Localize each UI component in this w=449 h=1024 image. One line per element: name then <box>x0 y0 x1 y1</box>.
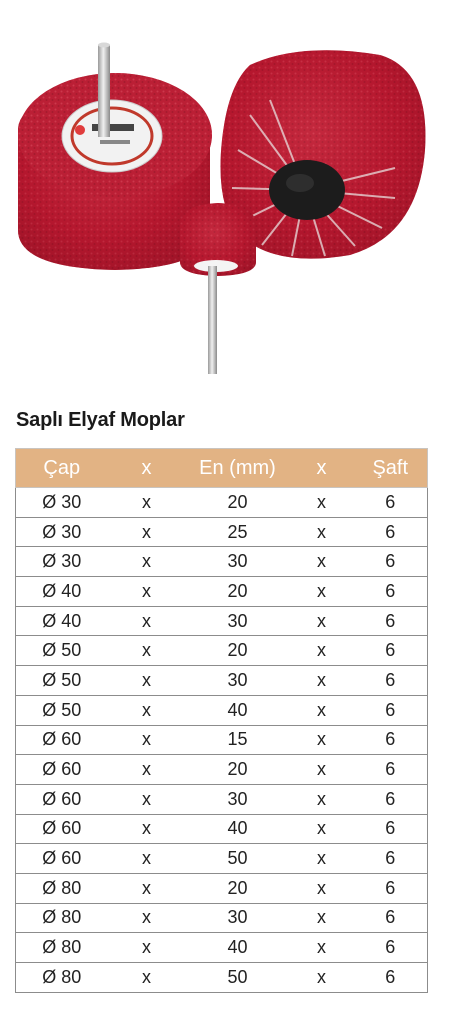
cell-shaft: 6 <box>354 517 428 547</box>
cell-x-2: x <box>290 873 354 903</box>
cell-x-1: x <box>108 963 186 993</box>
cell-width: 25 <box>186 517 290 547</box>
cell-width: 20 <box>186 488 290 518</box>
cell-x-2: x <box>290 666 354 696</box>
cell-shaft: 6 <box>354 933 428 963</box>
cell-diameter: Ø 60 <box>16 844 108 874</box>
cell-width: 20 <box>186 636 290 666</box>
table-row <box>16 517 428 547</box>
cell-width: 15 <box>186 725 290 755</box>
cell-x-1: x <box>108 725 186 755</box>
cell-width: 20 <box>186 755 290 785</box>
cell-width: 40 <box>186 695 290 725</box>
cell-shaft: 6 <box>354 695 428 725</box>
cell-shaft: 6 <box>354 873 428 903</box>
table-row <box>16 488 428 518</box>
small-mop <box>180 203 256 374</box>
cell-diameter: Ø 80 <box>16 873 108 903</box>
cell-diameter: Ø 80 <box>16 903 108 933</box>
cell-shaft: 6 <box>354 844 428 874</box>
header-diameter: Çap <box>16 449 108 488</box>
cell-width: 30 <box>186 784 290 814</box>
table-row <box>16 963 428 993</box>
cell-width: 40 <box>186 933 290 963</box>
cell-shaft: 6 <box>354 488 428 518</box>
cell-x-2: x <box>290 814 354 844</box>
cell-width: 20 <box>186 577 290 607</box>
table-row <box>16 666 428 696</box>
cell-shaft: 6 <box>354 963 428 993</box>
cell-x-1: x <box>108 517 186 547</box>
table-row <box>16 814 428 844</box>
cell-width: 30 <box>186 547 290 577</box>
table-row <box>16 784 428 814</box>
cell-x-2: x <box>290 606 354 636</box>
table-row <box>16 844 428 874</box>
cell-x-1: x <box>108 695 186 725</box>
cell-diameter: Ø 50 <box>16 636 108 666</box>
product-photo <box>0 0 449 390</box>
cell-x-1: x <box>108 814 186 844</box>
cell-x-2: x <box>290 695 354 725</box>
cell-x-1: x <box>108 903 186 933</box>
cell-x-1: x <box>108 488 186 518</box>
cell-width: 20 <box>186 873 290 903</box>
table-row <box>16 873 428 903</box>
cell-width: 40 <box>186 814 290 844</box>
cell-x-2: x <box>290 577 354 607</box>
cell-x-2: x <box>290 784 354 814</box>
cell-x-2: x <box>290 755 354 785</box>
cell-x-1: x <box>108 577 186 607</box>
table-row <box>16 903 428 933</box>
cell-diameter: Ø 60 <box>16 755 108 785</box>
spec-table <box>15 448 428 993</box>
section-title: Saplı Elyaf Moplar <box>16 409 185 431</box>
cell-diameter: Ø 80 <box>16 933 108 963</box>
cell-diameter: Ø 30 <box>16 547 108 577</box>
cell-shaft: 6 <box>354 784 428 814</box>
cell-shaft: 6 <box>354 666 428 696</box>
cell-width: 50 <box>186 963 290 993</box>
cell-x-2: x <box>290 636 354 666</box>
header-width: En (mm) <box>186 449 290 488</box>
header-shaft: Şaft <box>354 449 428 488</box>
cell-x-1: x <box>108 933 186 963</box>
table-row <box>16 547 428 577</box>
cell-x-1: x <box>108 666 186 696</box>
cell-x-2: x <box>290 963 354 993</box>
cell-diameter: Ø 40 <box>16 577 108 607</box>
flap-mop-illustration <box>0 0 449 390</box>
cell-diameter: Ø 60 <box>16 814 108 844</box>
cell-x-1: x <box>108 844 186 874</box>
cell-diameter: Ø 60 <box>16 725 108 755</box>
cell-x-2: x <box>290 844 354 874</box>
cell-shaft: 6 <box>354 814 428 844</box>
header-x-2: x <box>290 449 354 488</box>
table-row <box>16 636 428 666</box>
cell-x-2: x <box>290 488 354 518</box>
cell-x-2: x <box>290 517 354 547</box>
header-x-1: x <box>108 449 186 488</box>
cell-diameter: Ø 50 <box>16 695 108 725</box>
cell-x-1: x <box>108 784 186 814</box>
cell-shaft: 6 <box>354 755 428 785</box>
cell-diameter: Ø 50 <box>16 666 108 696</box>
cell-x-2: x <box>290 547 354 577</box>
table-header-row <box>16 449 428 488</box>
cell-diameter: Ø 40 <box>16 606 108 636</box>
cell-shaft: 6 <box>354 903 428 933</box>
cell-diameter: Ø 30 <box>16 488 108 518</box>
cell-shaft: 6 <box>354 547 428 577</box>
cell-width: 30 <box>186 903 290 933</box>
cell-shaft: 6 <box>354 636 428 666</box>
table-row <box>16 577 428 607</box>
table-row <box>16 606 428 636</box>
cell-width: 30 <box>186 606 290 636</box>
cell-shaft: 6 <box>354 725 428 755</box>
table-row <box>16 695 428 725</box>
cell-shaft: 6 <box>354 606 428 636</box>
cell-diameter: Ø 60 <box>16 784 108 814</box>
cell-width: 50 <box>186 844 290 874</box>
table-row <box>16 755 428 785</box>
cell-x-1: x <box>108 755 186 785</box>
cell-x-1: x <box>108 636 186 666</box>
table-row <box>16 725 428 755</box>
cell-x-1: x <box>108 606 186 636</box>
cell-x-1: x <box>108 873 186 903</box>
cell-shaft: 6 <box>354 577 428 607</box>
cell-x-2: x <box>290 725 354 755</box>
cell-x-1: x <box>108 547 186 577</box>
cell-width: 30 <box>186 666 290 696</box>
cell-x-2: x <box>290 903 354 933</box>
cell-diameter: Ø 80 <box>16 963 108 993</box>
table-row <box>16 933 428 963</box>
cell-diameter: Ø 30 <box>16 517 108 547</box>
cell-x-2: x <box>290 933 354 963</box>
